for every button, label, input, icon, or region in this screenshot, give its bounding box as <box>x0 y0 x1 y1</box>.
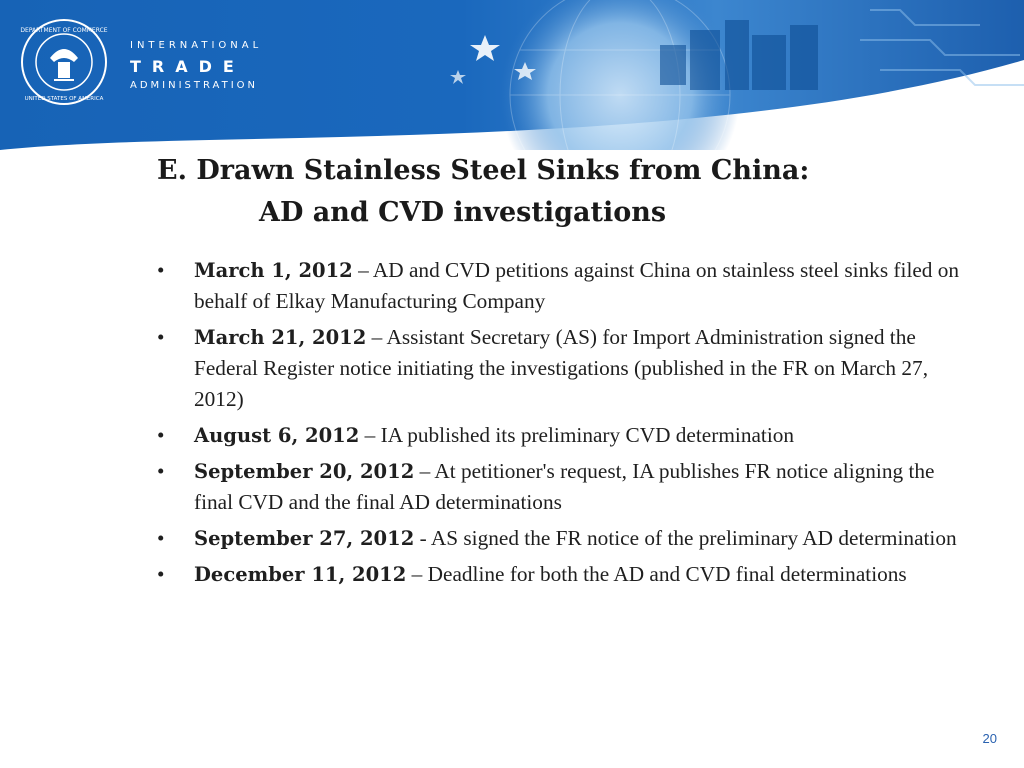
list-item <box>155 523 975 554</box>
bullet-date: March 21, 2012 <box>194 326 367 349</box>
bullet-list <box>155 255 975 595</box>
bullet-icon: • <box>157 423 165 447</box>
header-banner <box>0 0 1024 150</box>
bullet-date: December 11, 2012 <box>194 563 407 586</box>
seal-text-top: DEPARTMENT OF COMMERCE <box>20 27 108 34</box>
logo-line-administration: ADMINISTRATION <box>130 80 259 91</box>
list-item <box>155 420 975 451</box>
bullet-text: - AS signed the FR notice of the preliminary AD determination <box>414 526 957 550</box>
bullet-date: September 27, 2012 <box>194 527 415 550</box>
bullet-text: – Assistant Secretary (AS) for Import Administration signed the Federal Register notice initiating the investigations (published in the FR on March 27, 2012) <box>194 325 929 411</box>
bullet-icon: • <box>157 526 165 550</box>
list-item <box>155 322 975 415</box>
bullet-icon: • <box>157 258 165 282</box>
logo-line-trade: TRADE <box>130 57 245 76</box>
bullet-date: September 20, 2012 <box>194 460 415 483</box>
department-of-commerce-seal-icon <box>20 18 108 106</box>
bullet-date: March 1, 2012 <box>194 259 353 282</box>
bullet-icon: • <box>157 325 165 349</box>
bullet-text: – IA published its preliminary CVD determination <box>359 423 795 447</box>
seal-text-bottom: UNITED STATES OF AMERICA <box>24 96 104 102</box>
slide-title-line2: AD and CVD investigations <box>259 197 667 228</box>
bullet-text: – At petitioner's request, IA publishes FR notice aligning the final CVD and the final AD determinations <box>194 459 935 514</box>
bullet-text: – AD and CVD petitions against China on stainless steel sinks filed on behalf of Elkay Manufacturing Company <box>194 258 960 313</box>
slide-title-line1: E. Drawn Stainless Steel Sinks from China: <box>157 155 810 186</box>
page-number: 20 <box>982 731 997 746</box>
list-item <box>155 255 975 317</box>
list-item <box>155 559 975 590</box>
bullet-icon: • <box>157 562 165 586</box>
slide-title <box>157 150 997 234</box>
logo-line-international: INTERNATIONAL <box>130 40 263 51</box>
bullet-date: August 6, 2012 <box>194 424 360 447</box>
list-item <box>155 456 975 518</box>
bullet-text: – Deadline for both the AD and CVD final determinations <box>406 562 907 586</box>
bullet-icon: • <box>157 459 165 483</box>
ita-logo-text <box>130 40 262 91</box>
